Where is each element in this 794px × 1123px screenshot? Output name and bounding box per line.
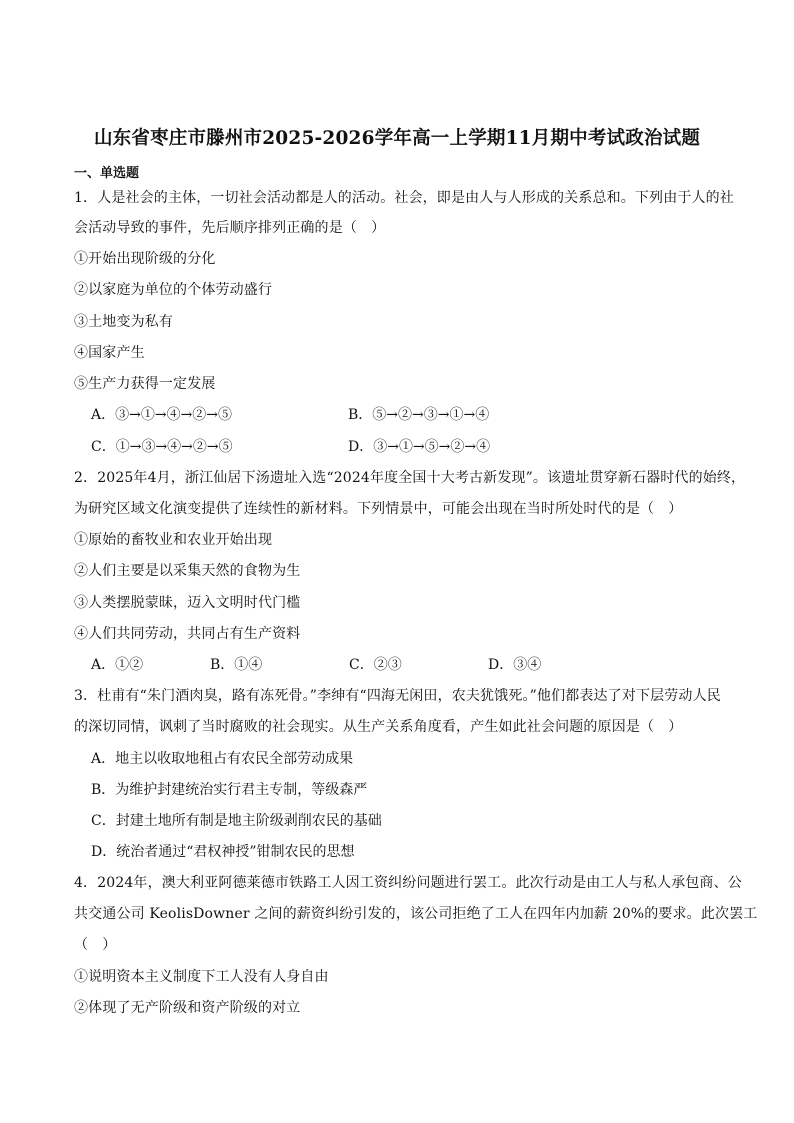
question-4-item: ②体现了无产阶级和资产阶级的对立 xyxy=(74,1000,301,1016)
question-1-option-c[interactable]: C．①→③→④→②→⑤ xyxy=(91,439,233,455)
question-4-stem-line: （ ） xyxy=(74,937,117,953)
question-4-stem-line: 共交通公司 KeolisDowner 之间的薪资纠纷引发的，该公司拒绝了工人在四年内加薪 20%的要求。此次罢工 xyxy=(74,906,758,922)
question-3-stem-line: 3．杜甫有“朱门酒肉臭，路有冻死骨。”李绅有“四海无闲田，农夫犹饿死。”他们都表达了对下层劳动人民 xyxy=(74,688,721,704)
question-3-option-b[interactable]: B．为维护封建统治实行君主专制，等级森严 xyxy=(91,782,368,798)
question-4-stem-line: 4．2024年，澳大利亚阿德莱德市铁路工人因工资纠纷问题进行罢工。此次行动是由工人与私人承包商、公 xyxy=(74,875,742,891)
question-2-item: ②人们主要是以采集天然的食物为生 xyxy=(74,563,301,579)
question-2-option-a[interactable]: A．①② xyxy=(91,657,144,673)
question-4-item: ①说明资本主义制度下工人没有人身自由 xyxy=(74,969,329,985)
question-2-stem-line: 为研究区域文化演变提供了连续性的新材料。下列情景中，可能会出现在当时所处时代的是（ ） xyxy=(74,501,683,517)
question-1-stem-line: 1．人是社会的主体，一切社会活动都是人的活动。社会，即是由人与人形成的关系总和。下列由于人的社 xyxy=(74,190,734,206)
question-1-item: ⑤生产力获得一定发展 xyxy=(74,376,216,392)
question-2-option-b[interactable]: B．①④ xyxy=(210,657,263,673)
question-3-option-c[interactable]: C．封建土地所有制是地主阶级剥削农民的基础 xyxy=(91,813,382,829)
question-1-stem-line: 会活动导致的事件，先后顺序排列正确的是（ ） xyxy=(74,220,386,236)
question-1-item: ④国家产生 xyxy=(74,345,145,361)
question-2-option-c[interactable]: C．②③ xyxy=(349,657,402,673)
section-heading: 一、单选题 xyxy=(74,166,140,181)
question-1-item: ③土地变为私有 xyxy=(74,314,174,330)
question-1-option-d[interactable]: D．③→①→⑤→②→④ xyxy=(348,439,491,455)
question-3-option-d[interactable]: D．统治者通过“君权神授”钳制农民的思想 xyxy=(91,844,355,860)
question-2-item: ③人类摆脱蒙昧，迈入文明时代门槛 xyxy=(74,595,301,611)
question-1-option-a[interactable]: A．③→①→④→②→⑤ xyxy=(91,407,233,423)
question-2-item: ①原始的畜牧业和农业开始出现 xyxy=(74,532,273,548)
question-3-option-a[interactable]: A．地主以收取地租占有农民全部劳动成果 xyxy=(91,751,354,767)
question-1-item: ①开始出现阶级的分化 xyxy=(74,251,216,267)
question-2-option-d[interactable]: D．③④ xyxy=(488,657,542,673)
question-3-stem-line: 的深切同情，讽刺了当时腐败的社会现实。从生产关系角度看，产生如此社会问题的原因是（ ） xyxy=(74,719,683,735)
question-1-option-b[interactable]: B．⑤→②→③→①→④ xyxy=(348,407,490,423)
question-1-item: ②以家庭为单位的个体劳动盛行 xyxy=(74,282,273,298)
question-2-stem-line: 2．2025年4月，浙江仙居下汤遗址入选“2024年度全国十大考古新发现”。该遗址贯穿新石器时代的始终， xyxy=(74,470,746,486)
question-2-item: ④人们共同劳动，共同占有生产资料 xyxy=(74,626,301,642)
exam-title: 山东省枣庄市滕州市2025-2026学年高一上学期11月期中考试政治试题 xyxy=(93,128,701,149)
